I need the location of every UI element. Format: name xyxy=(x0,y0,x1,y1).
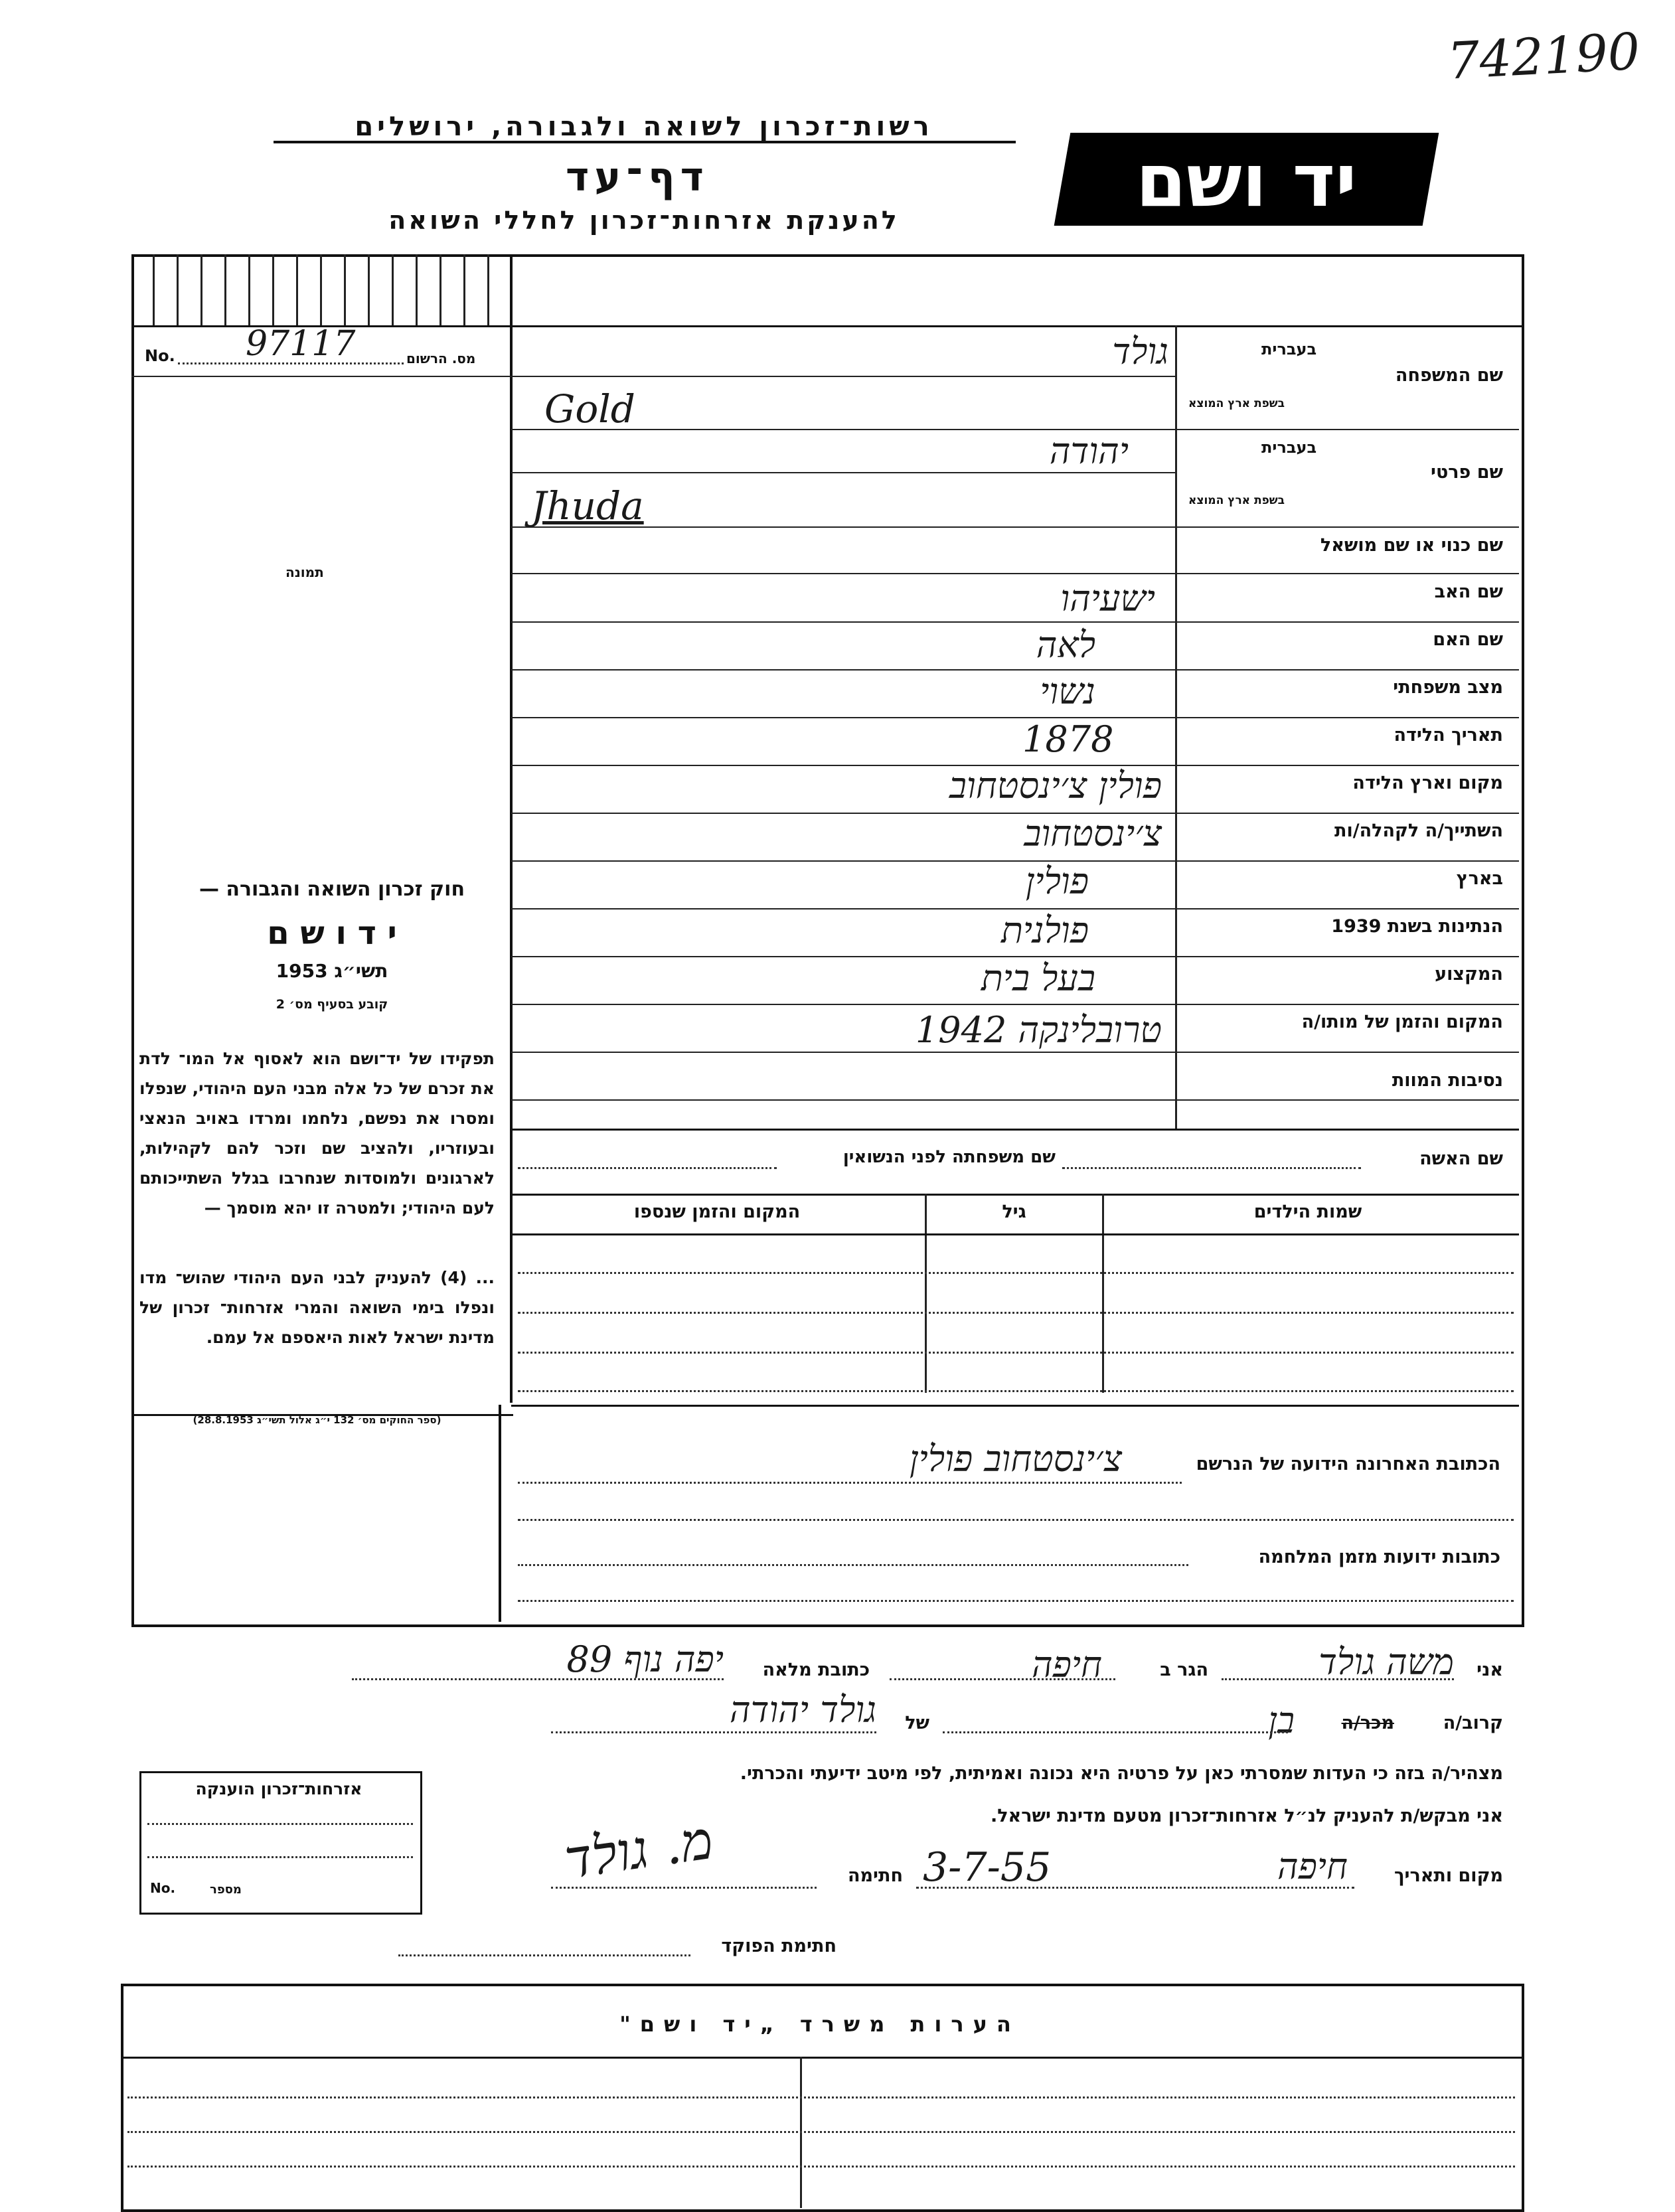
country-value: פולין xyxy=(1025,860,1089,902)
registration-number: 97117 xyxy=(246,324,356,364)
authority-title: רשות־זכרון לשואה ולגבורה, ירושלים xyxy=(355,112,933,142)
law-clause: קובע בסעיף מס׳ 2 xyxy=(276,997,388,1012)
photo-label: תמונה xyxy=(285,564,324,580)
declarant-city: חיפה xyxy=(1031,1644,1102,1686)
firstname-in-hebrew-label: בעברית xyxy=(1261,438,1317,457)
wartime-address-label: כתובות ידועות מזמן המלחמה xyxy=(1258,1547,1500,1567)
last-address-value: צ׳ינסטחוב פולין xyxy=(909,1438,1122,1480)
surname-in-hebrew-label: בעברית xyxy=(1261,340,1317,358)
firstname-hebrew-value: יהודה xyxy=(1049,430,1129,472)
declarant-of-label: של xyxy=(905,1713,929,1733)
citizenship-box-title: אזרחות־זכרון הוענקה xyxy=(195,1779,362,1798)
father-label: שם האב xyxy=(1434,582,1503,602)
surname-origin-value: Gold xyxy=(544,386,635,432)
declarant-relative-label: קרוב/ה xyxy=(1443,1713,1503,1733)
law-text: תפקידו של יד־ושם הוא לאסוף אל המו־ לדת את זכרם של כל אלה מבני העם היהודי, שנפלו ומסרו את נפשם, נלחמו ומרדו באויב הנאצי ובעוזריו, ולהציב שם וזכר להם לקהילות, לארגונים ולמוסדות שנחרבו בגלל השתייכותם לעם היהודי; ולמטרה זו יהא מוסמך — xyxy=(139,1049,495,1218)
law-text-2: ... (4) להעניק לבני העם היהודי שהוש־ מדו ונפלו בימי השואה והמרי אזרחות־ זכרון של מדינת ישראל לאות היאספם אל עמם. xyxy=(139,1268,495,1347)
birthplace-value: פולין צ׳ינסטחוב xyxy=(949,765,1162,807)
place-value: חיפה xyxy=(1277,1846,1348,1887)
law-footnote: (ספר החוקים מס׳ 132 י״ג אלול תשי״ג 28.8.1953) xyxy=(193,1414,441,1426)
office-notes-title: הערות משרד „יד ושם" xyxy=(619,2012,1020,2037)
firstname-origin-label: בשפת ארץ המוצא xyxy=(1188,494,1285,507)
law-name: י ד ו ש ם xyxy=(267,915,397,952)
community-value: צ׳ינסטחוב xyxy=(1024,813,1162,854)
citizenship-box-no-label: No. xyxy=(150,1880,176,1896)
declarant-relation: בן xyxy=(1268,1699,1295,1741)
country-label: בארץ xyxy=(1456,868,1503,889)
surname-label: שם המשפחה xyxy=(1395,365,1503,386)
declarant-relation-strike: מכר/ה xyxy=(1341,1713,1394,1733)
signature-label: חתימה xyxy=(847,1865,903,1886)
birthdate-label: תאריך הלידה xyxy=(1394,725,1503,746)
last-address-label: הכתובת האחרונה הידועה של הנרשם xyxy=(1196,1454,1500,1474)
mother-label: שם האם xyxy=(1433,629,1503,650)
profession-value: בעל בית xyxy=(981,957,1095,999)
declaration-line-2: אני מבקש/ת להעניק לנ״ל אזרחות־זכרון מטעם מדינת ישראל. xyxy=(990,1806,1503,1826)
death-place-label: המקום והזמן של מותו/ה xyxy=(1301,1012,1503,1032)
firstname-label: שם פרטי xyxy=(1431,462,1503,483)
declarant-address: יפה נוף 89 xyxy=(566,1638,724,1680)
death-circumstances-label: נסיבות המוות xyxy=(1392,1070,1503,1091)
birthdate-value: 1878 xyxy=(1022,718,1114,760)
children-age-header: גיל xyxy=(1002,1202,1026,1222)
date-value: 3-7-55 xyxy=(923,1844,1052,1891)
registration-label: מס. הרשום xyxy=(406,351,476,366)
wife-label: שם האשה xyxy=(1419,1148,1503,1169)
law-year: תשי״ג 1953 xyxy=(276,960,388,982)
wife-maiden-label: שם משפחתה לפני הנשואין xyxy=(842,1147,1056,1167)
declarant-address-label: כתובת מלאה xyxy=(762,1660,870,1680)
document-subtitle: להענקת אזרחות־זכרון לחללי השואה xyxy=(388,206,900,235)
children-place-header: המקום והזמן שנספו xyxy=(633,1202,801,1222)
declaration-line-1: מצהיר/ה בזה כי העדות שמסרתי כאן על פרטיה היא נכונה ואמיתית, לפי מיטב ידיעתי והכרתי. xyxy=(740,1763,1503,1784)
document-title: דף־עד xyxy=(566,154,709,200)
nickname-label: שם כנוי או שם מושאל xyxy=(1320,535,1503,556)
declarant-of-name: גולד יהודה xyxy=(729,1689,876,1731)
marital-value: נשוי xyxy=(1040,671,1095,712)
citizenship-label: הנתינות בשנת 1939 xyxy=(1331,916,1503,937)
declarant-name: משה גולד xyxy=(1318,1641,1454,1683)
children-names-header: שמות הילדים xyxy=(1253,1202,1362,1222)
profession-label: המקצוע xyxy=(1435,964,1503,985)
yad-vashem-logo xyxy=(1054,133,1439,226)
community-label: השתייך/ה לקהלה/ות xyxy=(1334,821,1503,841)
citizenship-value: פולנית xyxy=(1000,909,1089,951)
registration-no-label: No. xyxy=(145,347,175,365)
firstname-origin-value: Jhuda xyxy=(531,483,644,528)
logo-text: יד ושם xyxy=(1135,138,1357,223)
father-value: ישעיהו xyxy=(1060,578,1155,619)
death-place-value: טרובלינקה 1942 xyxy=(915,1009,1162,1051)
archive-number: 742190 xyxy=(1445,21,1642,91)
surname-origin-label: בשפת ארץ המוצא xyxy=(1188,397,1285,410)
declarant-i-label: אני xyxy=(1476,1660,1503,1680)
birthplace-label: מקום וארץ הלידה xyxy=(1352,773,1503,793)
mother-value: לאה xyxy=(1036,624,1095,666)
declarant-resides-label: הגר ב xyxy=(1160,1660,1208,1680)
place-date-label: מקום ותאריך xyxy=(1394,1865,1503,1886)
surname-hebrew-value: גולד xyxy=(1112,331,1168,372)
signature-value: מ. גולד xyxy=(560,1808,717,1891)
officer-signature-label: חתימת הפוקד xyxy=(721,1936,837,1956)
citizenship-box-number-label: מספר xyxy=(210,1883,242,1897)
law-title: חוק זכרון השואה והגבורה — xyxy=(199,878,465,901)
marital-label: מצב משפחתי xyxy=(1393,677,1503,698)
